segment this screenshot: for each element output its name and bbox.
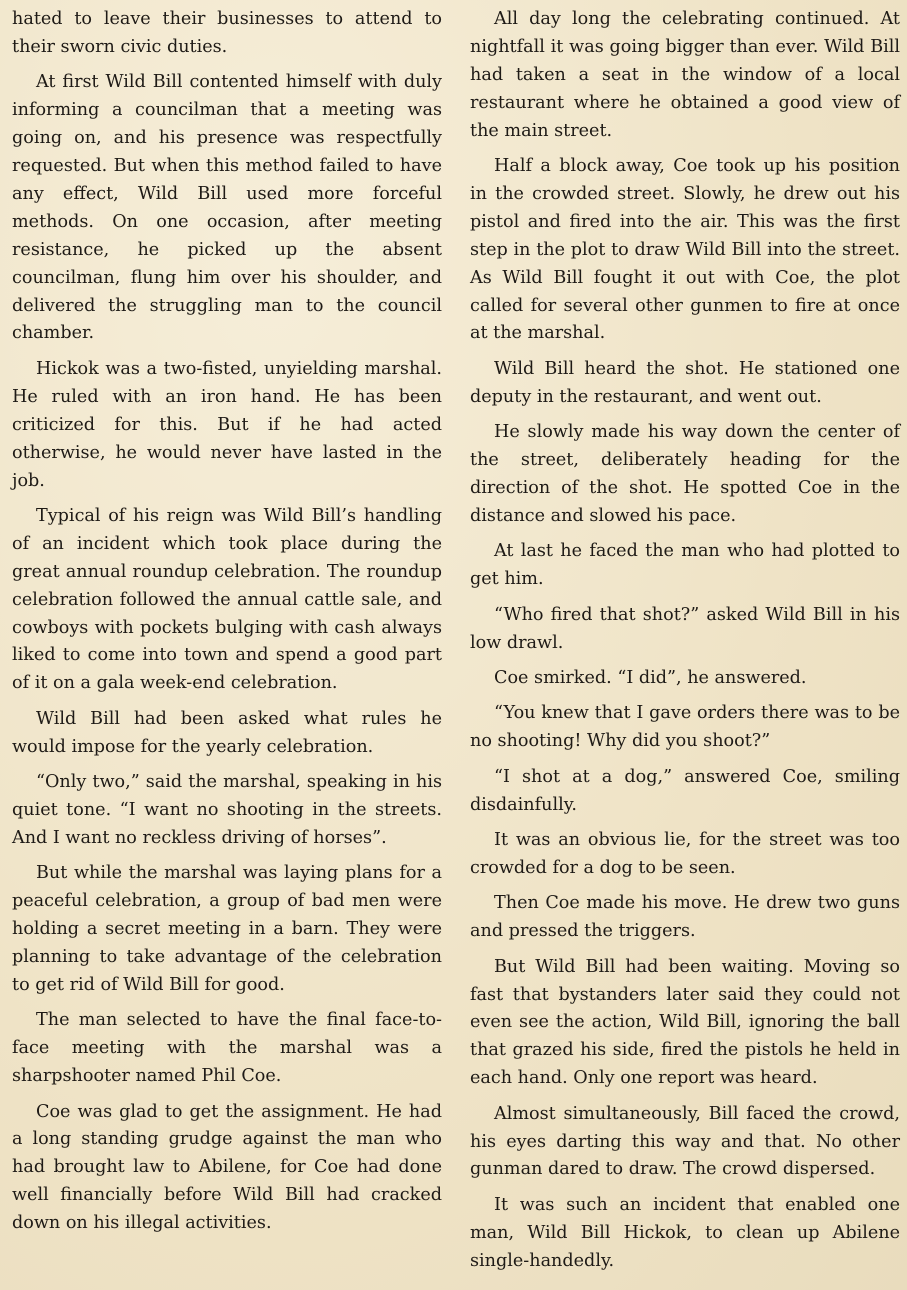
paragraph: Hickok was a two-fisted, unyielding marshal. He ruled with an iron hand. He has been criticized for this. But if he had acted otherwise, he would never have lasted in the job. bbox=[12, 358, 442, 491]
paragraph: He slowly made his way down the center of the street, deliberately heading for the direction of the shot. He spotted Coe in the distance and slowed his pace. bbox=[470, 422, 900, 526]
paragraph: hated to leave their businesses to attend to their sworn civic duties. bbox=[12, 9, 442, 57]
paragraph: Then Coe made his move. He drew two guns and pressed the triggers. bbox=[470, 893, 900, 942]
paragraph: Wild Bill heard the shot. He stationed one deputy in the restaurant, and went out. bbox=[470, 358, 900, 407]
paragraph: Typical of his reign was Wild Bill’s handling of an incident which took place during the great annual roundup celebration. The roundup celebration followed the annual cattle sale, and cowboys with pockets bulging with cash always liked to come into town and spend a good part of it on a gala week-end celebration. bbox=[12, 505, 442, 694]
paragraph: It was an obvious lie, for the street was too crowded for a dog to be seen. bbox=[470, 829, 900, 878]
paragraph: It was such an incident that enabled one man, Wild Bill Hickok, to clean up Abilene single-handedly. bbox=[470, 1194, 900, 1271]
paragraph: Coe smirked. “I did”, he answered. bbox=[494, 667, 807, 688]
paragraph: “I shot at a dog,” answered Coe, smiling disdainfully. bbox=[470, 766, 900, 815]
right-column bbox=[470, 6, 900, 1283]
paragraph: Coe was glad to get the assignment. He had a long standing grudge against the man who had brought law to Abilene, for Coe had done well financially before Wild Bill had cracked down on his illegal activities. bbox=[12, 1101, 442, 1234]
left-column bbox=[12, 6, 442, 1246]
paragraph: But while the marshal was laying plans for a peaceful celebration, a group of bad men were holding a secret meeting in a barn. They were planning to take advantage of the celebration to get rid of Wild Bill for good. bbox=[12, 863, 442, 995]
paragraph: At last he faced the man who had plotted to get him. bbox=[470, 541, 900, 590]
paragraph: Almost simultaneously, Bill faced the crowd, his eyes darting this way and that. No other gunman dared to draw. The crowd dispersed. bbox=[470, 1103, 900, 1180]
paragraph: Half a block away, Coe took up his position in the crowded street. Slowly, he drew out his pistol and fired into the air. This was the first step in the plot to draw Wild Bill into the street. As Wild Bill fought it out with Coe, the plot called for several other gunmen to fire at once at the marshal. bbox=[470, 156, 900, 344]
paragraph: Wild Bill had been asked what rules he would impose for the yearly celebration. bbox=[12, 708, 442, 757]
paragraph: “Only two,” said the marshal, speaking in his quiet tone. “I want no shooting in the streets. And I want no reckless driving of horses”. bbox=[12, 772, 442, 848]
paragraph: All day long the celebrating continued. At nightfall it was going bigger than ever. Wild Bill had taken a seat in the window of a local restaurant where he obtained a good view of the main street. bbox=[470, 9, 900, 141]
paragraph: “You knew that I gave orders there was to be no shooting! Why did you shoot?” bbox=[470, 703, 900, 752]
paragraph: The man selected to have the final face-to-face meeting with the marshal was a sharpshooter named Phil Coe. bbox=[12, 1010, 442, 1087]
paragraph: “Who fired that shot?” asked Wild Bill in his low drawl. bbox=[470, 604, 900, 653]
paragraph: But Wild Bill had been waiting. Moving so fast that bystanders later said they could not even see the action, Wild Bill, ignoring the ball that grazed his side, fired the pistols he held in each hand. Only one report was heard. bbox=[470, 956, 900, 1089]
paragraph: At first Wild Bill contented himself with duly informing a councilman that a meeting was going on, and his presence was respectfully requested. But when this method failed to have any effect, Wild Bill used more forceful methods. On one occasion, after meeting resistance, he picked up the absent councilman, flung him over his shoulder, and delivered the struggling man to the council chamber. bbox=[12, 72, 442, 344]
